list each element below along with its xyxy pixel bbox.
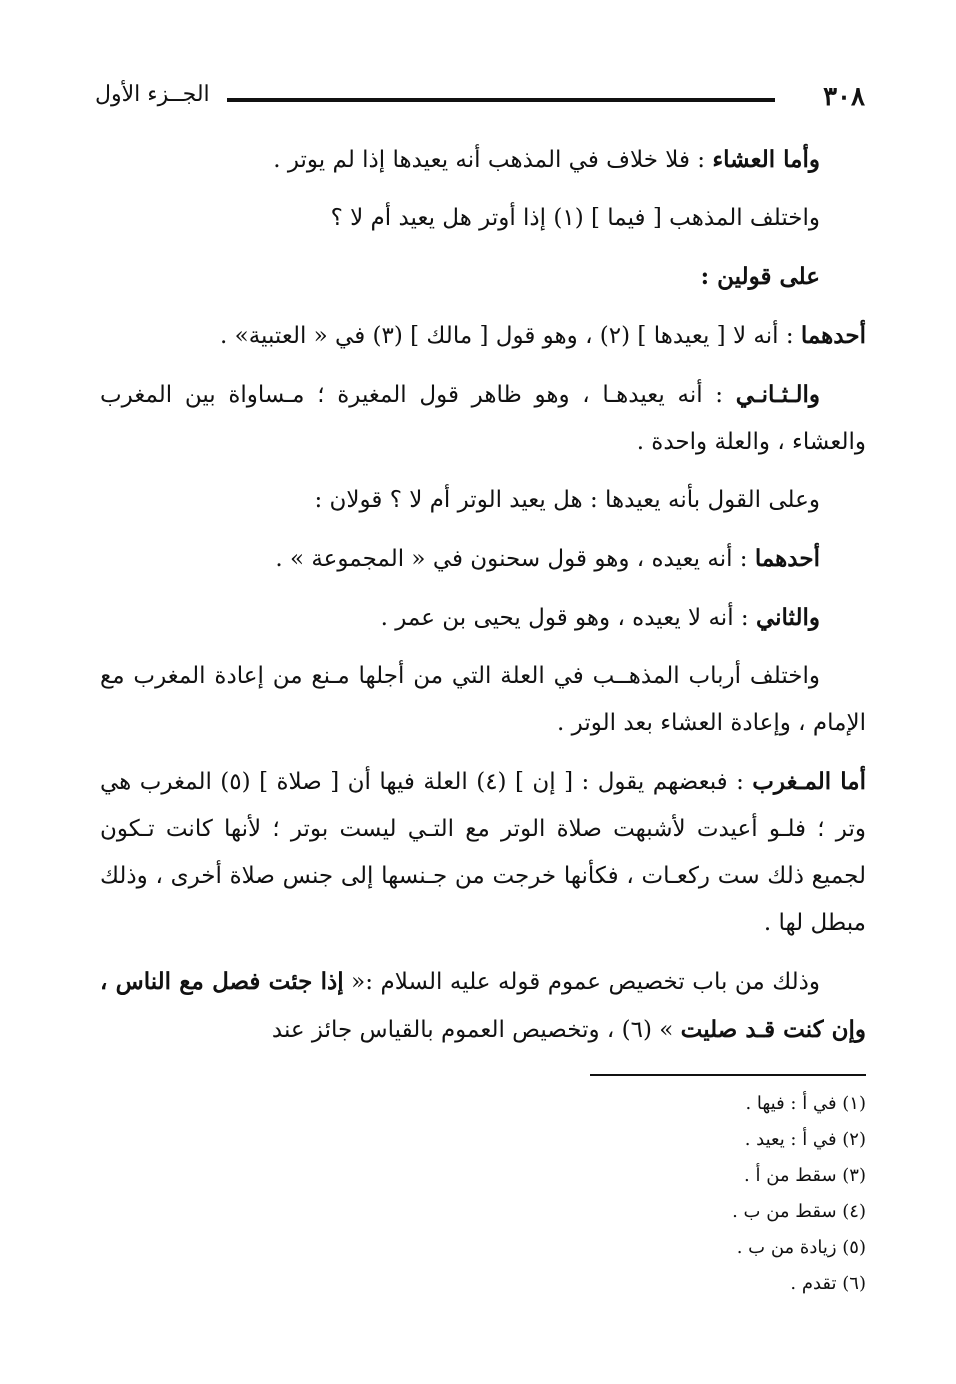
paragraph-witr-first [100,535,866,583]
running-title: الجــزء الأول [95,82,210,107]
hadith-quote: إذا جئت فصل مع الناس ، وإن كنت قـد صليت [100,968,866,1043]
paragraph-madhhab-dispute [100,195,866,242]
paragraph-first-opinion [100,312,866,360]
paragraph-lead: أحدهما [800,322,866,349]
paragraph-lead: وأما العشاء [712,146,820,173]
page-header [95,82,865,118]
paragraph-text: : أنه يعيده ، وهو قول سحنون في « المجموعة » . [275,546,755,572]
paragraph-text: : أنه لا يعيده ، وهو قول يحيى بن عمر . [380,605,756,631]
page-number: ٣٠٨ [823,82,865,112]
header-rule [227,98,775,102]
paragraph-witr-second [100,594,866,642]
footnote-item: (٦) تقدم . [790,1273,866,1294]
paragraph-two-opinions [100,253,866,301]
paragraph-text: وذلك من باب تخصيص عموم قوله عليه السلام :« [343,969,820,995]
paragraph-lead: والثاني [755,604,820,631]
main-text [100,136,866,1065]
paragraph-text: وعلى القول بأنه يعيدها : هل يعيد الوتر أم لا ؟ قولان : [314,487,820,513]
footnote-rule [590,1074,866,1076]
paragraph-reason-dispute [100,653,866,747]
paragraph-text: : فلا خلاف في المذهب أنه يعيدها إذا لم يوتر . [273,147,713,173]
footnote-item: (١) في أ : فيها . [745,1093,866,1114]
paragraph-text: واختلف المذهب [ فيما ] (١) إذا أوتر هل يعيد أم لا ؟ [330,205,820,231]
paragraph-lead: والـثـانـي [735,381,820,408]
paragraph-lead: أحدهما [754,545,820,572]
footnote-item: (٤) سقط من ب . [732,1201,866,1222]
paragraph-text: : أنه لا [ يعيدها ] (٢) ، وهو قول [ مالك ] (٣) في « العتبية» . [220,323,801,349]
paragraph-second-opinion [100,371,866,466]
paragraph-text: واختلف أرباب المذهــب في العلة التي من أجلها مـنع من إعادة المغرب مع الإمام ، وإعادة العشاء بعد الوتر . [100,663,866,736]
footnote-item: (٥) زيادة من ب . [736,1237,866,1258]
paragraph-witr-question [100,477,866,524]
paragraph-lead: أما المـغرب [752,768,867,795]
paragraph-maghrib [100,758,866,947]
paragraph-text: » (٦) ، وتخصيص العموم بالقياس جائز عند [271,1017,681,1043]
footnotes [466,1086,866,1302]
paragraph-lead: على قولين : [700,263,820,290]
paragraph-text: : فبعضهم يقول : [ إن ] (٤) العلة فيها أن [ صلاة ] (٥) المغرب هي وتر ؛ فلـو أعيدت لأشبهت صلاة الوتر مع التـي ليست بوتر ؛ لأنها كانت تـكون لجميع ذلك ست ركعـات ، فكأنها خرجت من جـنسها إلى جنس صلاة أخرى ، وذلك مبطل لها . [100,769,866,936]
paragraph-hadith [100,958,866,1054]
paragraph-isha [100,136,866,184]
footnote-item: (٢) في أ : يعيد . [744,1129,866,1150]
paragraph-text: : أنه يعيدهـا ، وهو ظاهر قول المغيرة ؛ مـساواة بين المغرب والعشاء ، والعلة واحدة . [100,382,866,455]
footnote-item: (٣) سقط من أ . [744,1165,866,1186]
